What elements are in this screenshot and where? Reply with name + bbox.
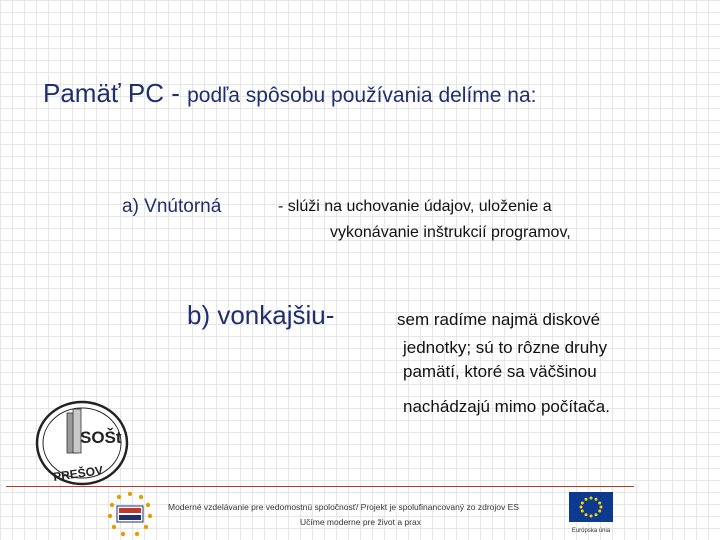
school-logo-city: PREŠOV	[52, 463, 104, 484]
eu-caption: Európska únia	[571, 528, 611, 534]
item-b-heading: b) vonkajšiu-	[187, 300, 335, 330]
item-b-description-line2: jednotky; sú to rôzne druhy	[403, 338, 608, 357]
item-a-heading: a) Vnútorná	[122, 196, 222, 217]
item-a-description-line1: - slúži na uchovanie údajov, uloženie a	[278, 198, 552, 215]
eu-flag-logo	[568, 491, 614, 538]
item-a-description-line2: vykonávanie inštrukcií programov,	[330, 224, 571, 241]
school-logo	[33, 399, 131, 487]
slide-title	[43, 78, 537, 109]
footer-project-text: Moderné vzdelávanie pre vedomostnú spoločnosť/ Projekt je spolufinancovaný zo zdrojov ES	[168, 502, 519, 512]
footer-divider	[6, 486, 634, 487]
title-dash: -	[164, 78, 188, 108]
title-main: Pamäť PC	[43, 78, 165, 108]
operational-programme-logo	[104, 490, 156, 538]
item-b-description-line3: pamätí, ktoré sa väčšinou	[403, 362, 597, 381]
item-b-description-line4: nachádzajú mimo počítača.	[403, 397, 610, 416]
footer-slogan: Učíme moderne pre život a prax	[300, 517, 421, 527]
title-subtitle: podľa spôsobu používania delíme na:	[187, 84, 537, 107]
item-b-description-line1: sem radíme najmä diskové	[397, 310, 601, 329]
school-logo-letters: SOŠt	[80, 428, 122, 447]
